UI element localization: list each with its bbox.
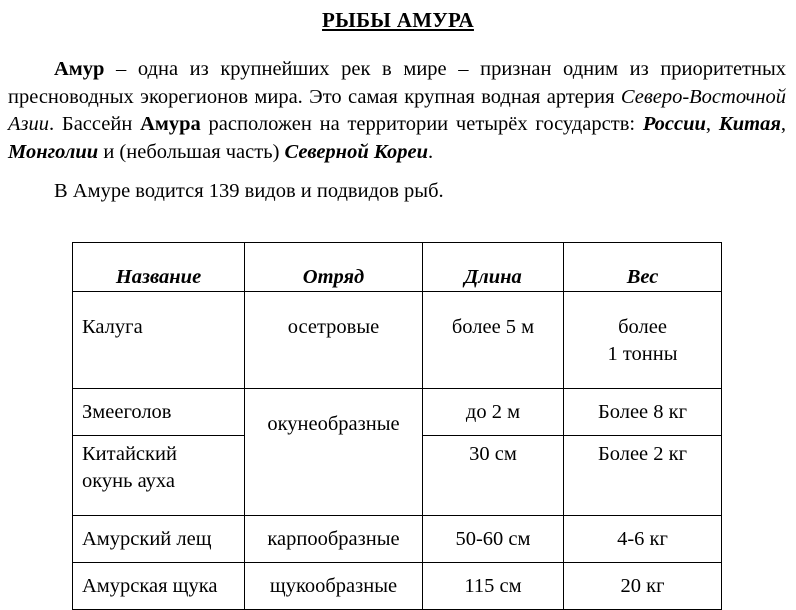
intro-text-1: – одна из крупнейших рек в мире – признан одним из приоритетных пресноводных экорегионов мира. Это самая крупная водная артерия <box>8 58 786 108</box>
header-weight: Вес <box>564 243 722 292</box>
table-row <box>73 563 722 610</box>
fish-length: 50-60 см <box>423 516 564 563</box>
fish-name: Амурская щука <box>73 563 245 610</box>
intro-text-4: и (небольшая часть) <box>98 140 285 163</box>
amur-term-2: Амура <box>140 113 201 135</box>
fish-name: Змееголов <box>73 389 245 436</box>
fish-name-line-1: Китайский <box>82 443 177 465</box>
table-row <box>73 516 722 563</box>
header-order: Отряд <box>245 243 423 292</box>
fish-order: окунеобразные <box>245 389 423 516</box>
fish-length: 30 см <box>423 436 564 516</box>
species-count-sentence: В Амуре водится 139 видов и подвидов рыб. <box>54 180 444 202</box>
fish-weight: 4-6 кг <box>564 516 722 563</box>
fish-length: до 2 м <box>423 389 564 436</box>
table-row <box>73 389 722 436</box>
fish-weight: Более 2 кг <box>564 436 722 516</box>
country-mongolia: Монголии <box>8 140 99 163</box>
fish-name: Амурский лещ <box>73 516 245 563</box>
amur-term: Амур <box>54 58 105 80</box>
region-term: Северо-Восточной Азии <box>8 85 786 135</box>
country-north-korea: Северной Кореи <box>284 140 428 163</box>
fish-order: карпообразные <box>245 516 423 563</box>
intro-paragraph <box>8 56 786 166</box>
intro-text-3: расположен на территории четырёх государств: <box>200 113 643 135</box>
table-header-row <box>73 243 722 292</box>
header-length: Длина <box>423 243 564 292</box>
fish-weight: Более 8 кг <box>564 389 722 436</box>
fish-name <box>73 436 245 516</box>
fish-table <box>72 242 722 610</box>
fish-length: 115 см <box>423 563 564 610</box>
separator-2: , <box>780 113 787 135</box>
header-name: Название <box>73 243 245 292</box>
country-china: Китая <box>718 113 781 135</box>
separator-1: , <box>705 113 719 135</box>
fish-name-line-2: окунь ауха <box>82 470 176 492</box>
fish-order: щукообразные <box>245 563 423 610</box>
intro-text-2: . Бассейн <box>49 113 141 135</box>
fish-weight-line-1: более <box>618 316 667 338</box>
page-title: РЫБЫ АМУРА <box>322 8 474 32</box>
fish-weight <box>564 292 722 389</box>
fish-weight: 20 кг <box>564 563 722 610</box>
fish-order: осетровые <box>245 292 423 389</box>
fish-name: Калуга <box>73 292 245 389</box>
intro-text-5: . <box>427 140 434 163</box>
country-russia: России <box>642 113 706 135</box>
table-row <box>73 292 722 389</box>
fish-length: более 5 м <box>423 292 564 389</box>
fish-weight-line-2: 1 тонны <box>607 343 678 365</box>
